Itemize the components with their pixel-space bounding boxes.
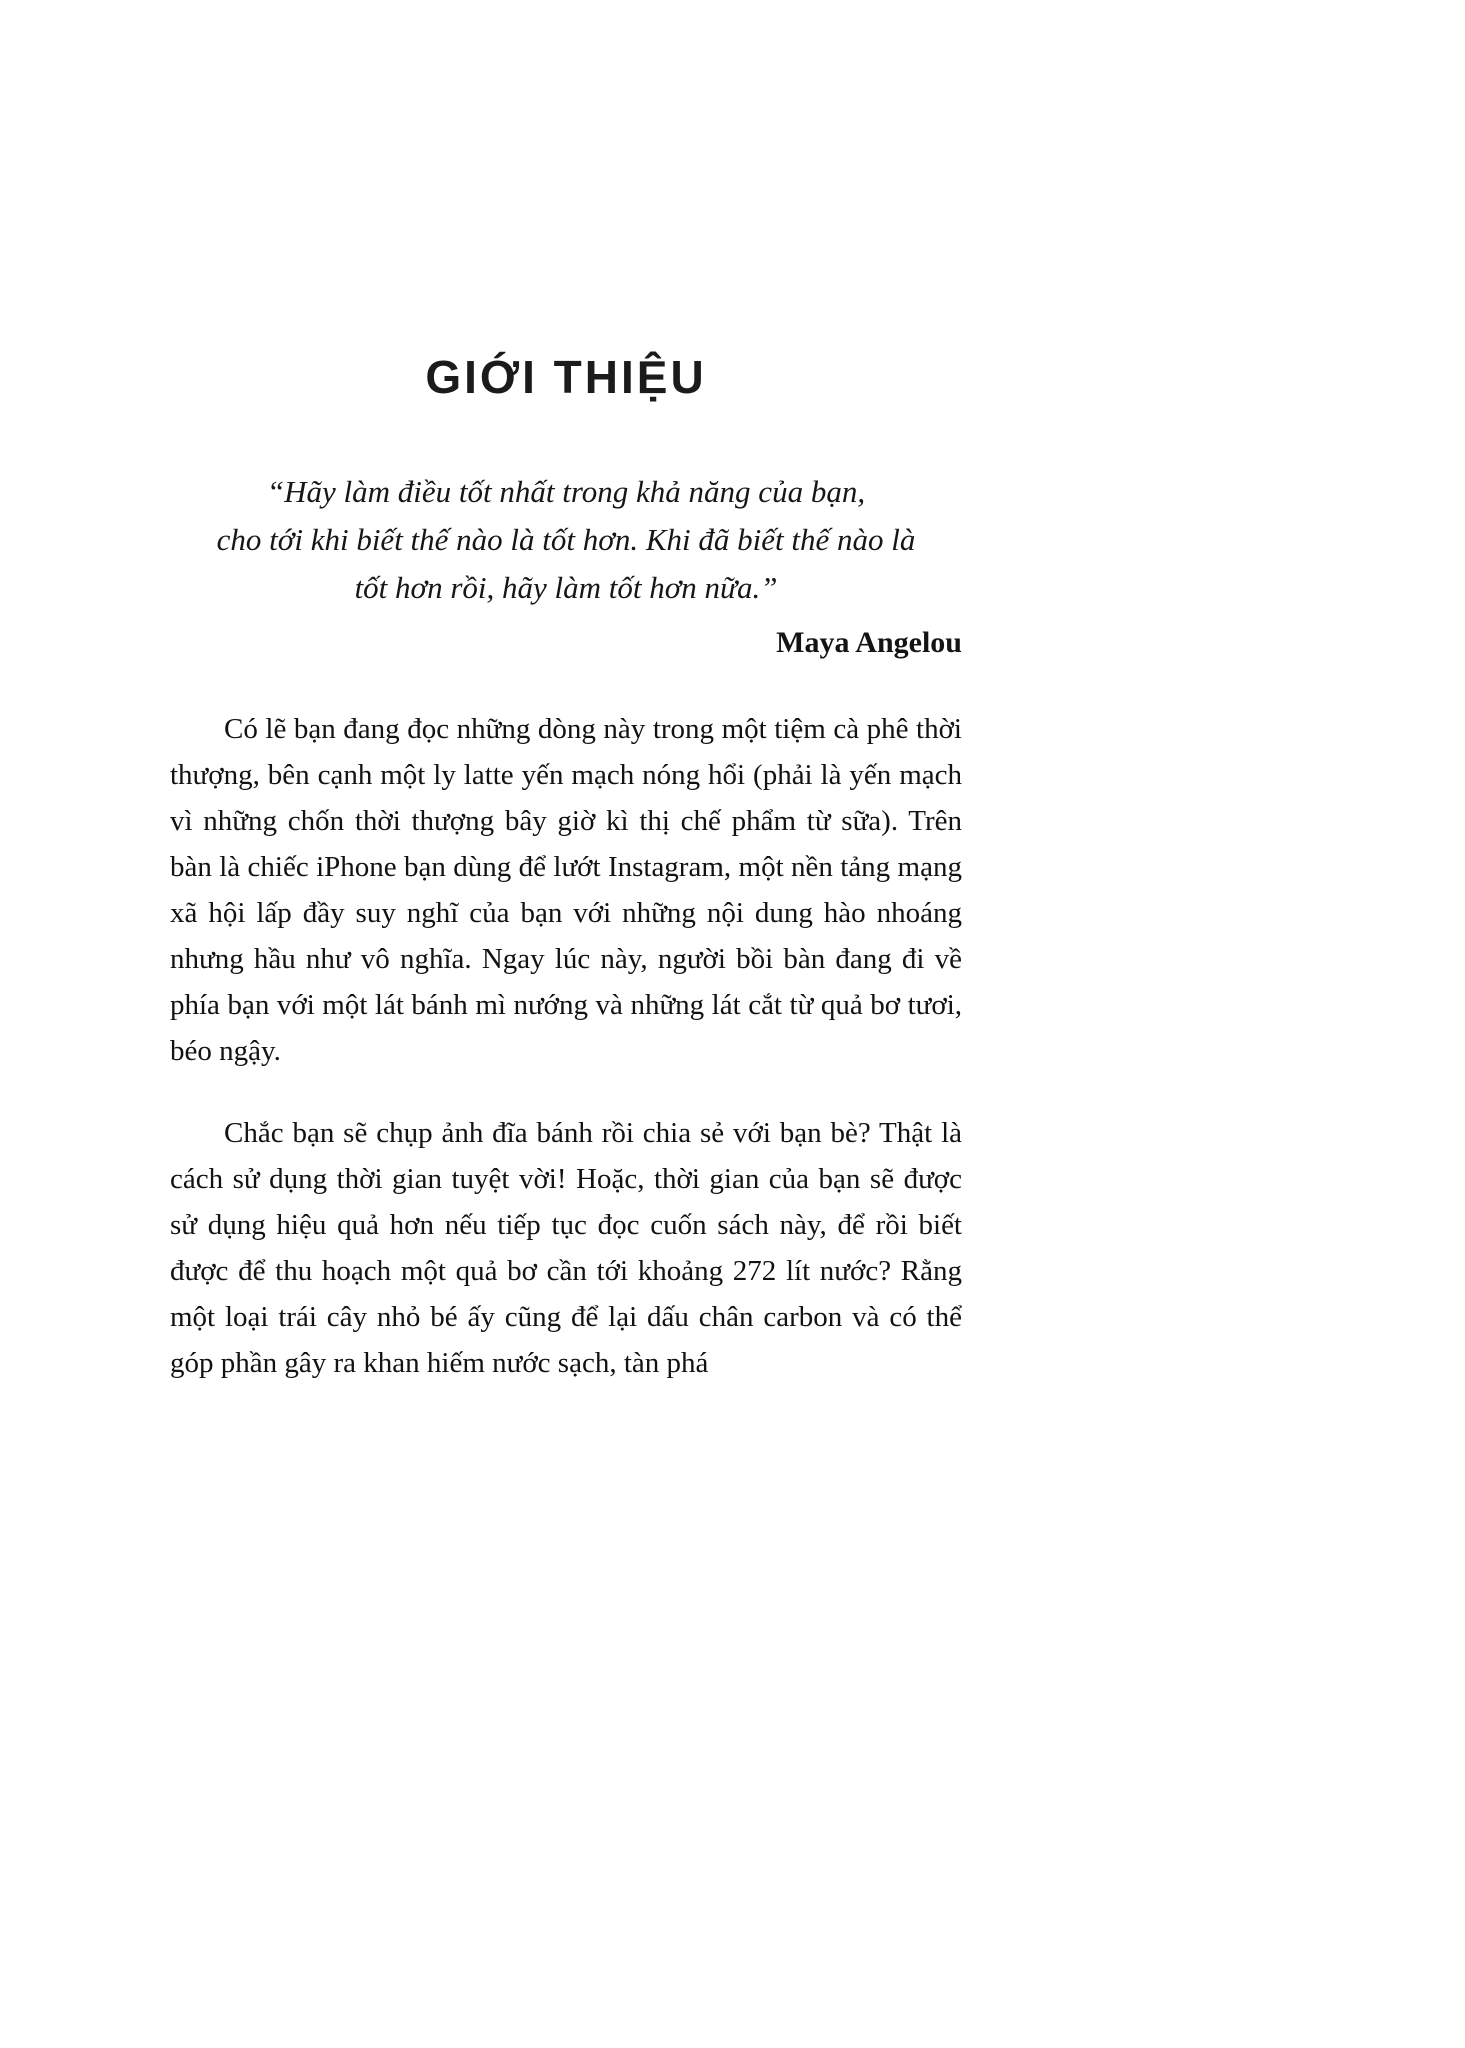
- page-content: [170, 350, 962, 1386]
- body-paragraph-2: Chắc bạn sẽ chụp ảnh đĩa bánh rồi chia sẻ với bạn bè? Thật là cách sử dụng thời gian tuyệt vời! Hoặc, thời gian của bạn sẽ được sử dụng hiệu quả hơn nếu tiếp tục đọc cuốn sách này, để rồi biết được để thu hoạch một quả bơ cần tới khoảng 272 lít nước? Rằng một loại trái cây nhỏ bé ấy cũng để lại dấu chân carbon và có thể góp phần gây ra khan hiếm nước sạch, tàn phá: [170, 1117, 962, 1379]
- quote-line-1: “Hãy làm điều tốt nhất trong khả năng của bạn,: [266, 474, 866, 509]
- quote-line-2: cho tới khi biết thế nào là tốt hơn. Khi đã biết thế nào là: [216, 522, 916, 557]
- body-paragraph-1: Có lẽ bạn đang đọc những dòng này trong một tiệm cà phê thời thượng, bên cạnh một ly latte yến mạch nóng hổi (phải là yến mạch vì những chốn thời thượng bây giờ kì thị chế phẩm từ sữa). Trên bàn là chiếc iPhone bạn dùng để lướt Instagram, một nền tảng mạng xã hội lấp đầy suy nghĩ của bạn với những nội dung hào nhoáng nhưng hầu như vô nghĩa. Ngay lúc này, người bồi bàn đang đi về phía bạn với một lát bánh mì nướng và những lát cắt từ quả bơ tươi, béo ngậy.: [170, 713, 962, 1067]
- chapter-title: GIỚI THIỆU: [425, 351, 707, 403]
- quote-line-3: tốt hơn rồi, hãy làm tốt hơn nữa.”: [354, 570, 778, 605]
- quote-attribution: Maya Angelou: [776, 626, 962, 659]
- epigraph-quote: [170, 468, 962, 612]
